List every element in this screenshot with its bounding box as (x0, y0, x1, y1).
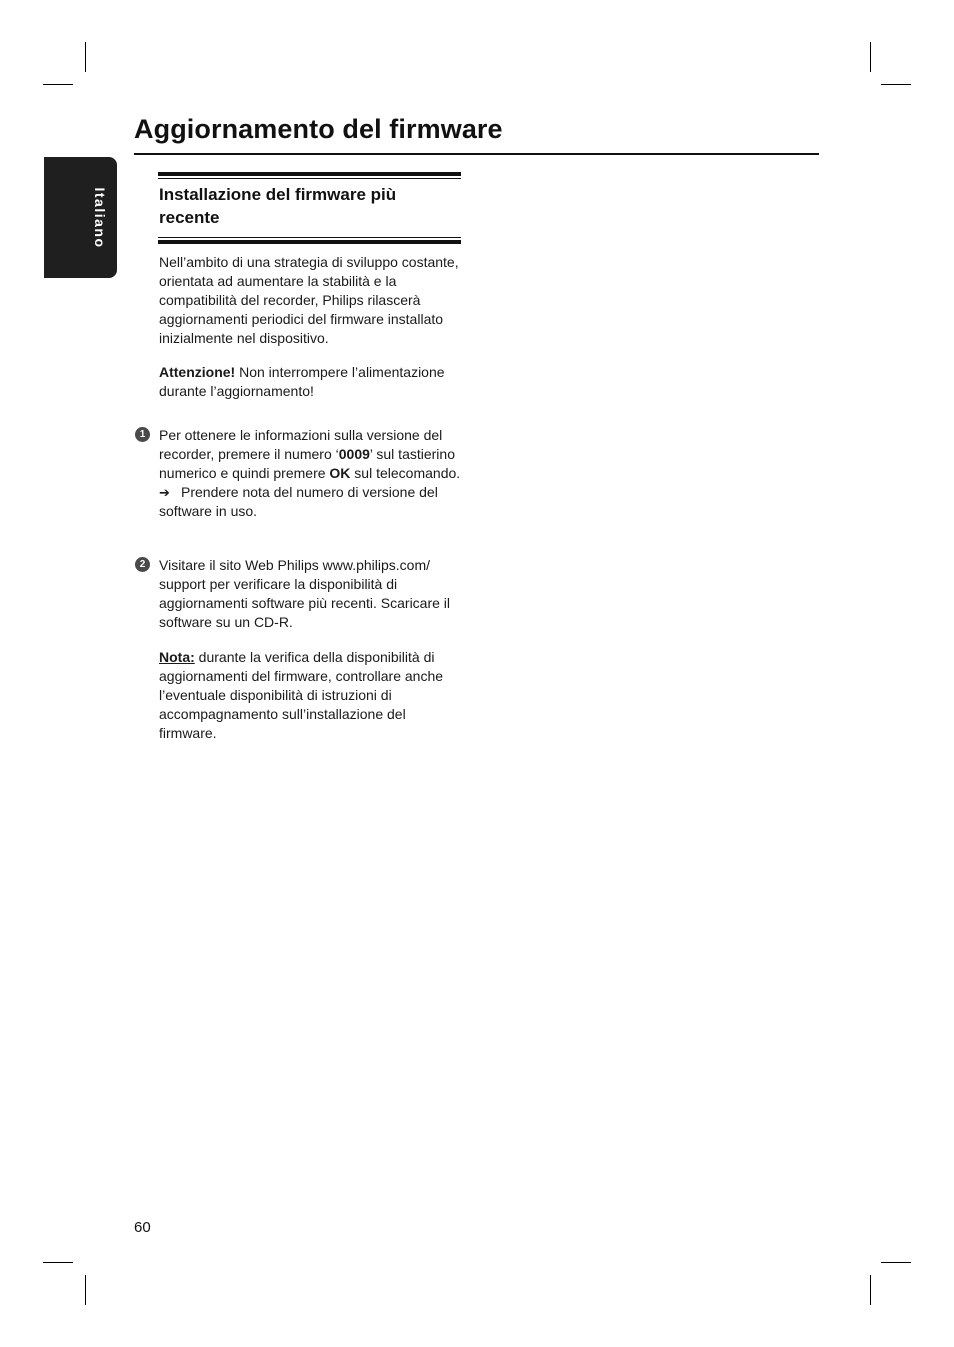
section-top-rule (158, 172, 461, 176)
arrow-right-icon: ➔ (159, 485, 170, 500)
note-text: durante la verifica della disponibilità di aggiornamenti del firmware, controllare anche l’eventuale disponibilità di istruzioni di accompagnamento sull’installazione del firmware. (159, 649, 444, 741)
step-2-number-icon: 2 (135, 557, 150, 572)
warning-label: Attenzione! (159, 364, 236, 380)
title-divider (134, 153, 819, 155)
crop-mark (881, 84, 911, 85)
step-1-text-c: sul telecomando. (350, 465, 461, 481)
step-1-result: Prendere nota del numero di versione del software in uso. (159, 484, 438, 519)
page-number: 60 (134, 1219, 151, 1236)
crop-mark (85, 42, 86, 72)
section-heading: Installazione del firmware più recente (159, 185, 397, 227)
step-1-text-a: Per ottenere le informazioni sulla versione del recorder, premere il numero ‘ (159, 427, 443, 462)
section-top-rule-thin (158, 178, 461, 179)
language-tab-label: Italiano (92, 187, 108, 249)
step-1-number-icon: 1 (135, 427, 150, 442)
step-1-key: OK (329, 465, 351, 481)
warning-text: Non interrompere l’alimentazione durante l’aggiornamento! (159, 364, 445, 399)
crop-mark (85, 1275, 86, 1305)
section-bottom-rule (158, 240, 461, 244)
step-1-text-b: ’ sul tastierino numerico e quindi premere (159, 446, 455, 481)
note-label: Nota: (159, 649, 195, 665)
warning-paragraph (159, 363, 463, 401)
crop-mark (881, 1262, 911, 1263)
crop-mark (870, 42, 871, 72)
step-1-text (159, 426, 463, 521)
step-2-text: Visitare il sito Web Philips www.philips.com/ support per verificare la disponibilità di aggiornamenti software più recenti. Scaricare il software su un CD-R. (159, 557, 451, 630)
section-bottom-rule-thin (158, 237, 461, 238)
crop-mark (870, 1275, 871, 1305)
crop-mark (43, 84, 73, 85)
page-title: Aggiornamento del firmware (134, 114, 503, 144)
intro-paragraph: Nell’ambito di una strategia di sviluppo costante, orientata ad aumentare la stabilità e la compatibilità del recorder, Philips rilascerà aggiornamenti periodici del firmware installato inizialmente nel dispositivo. (159, 254, 459, 346)
note-paragraph (159, 648, 463, 743)
crop-mark (43, 1262, 73, 1263)
step-1-code: 0009 (338, 446, 370, 462)
